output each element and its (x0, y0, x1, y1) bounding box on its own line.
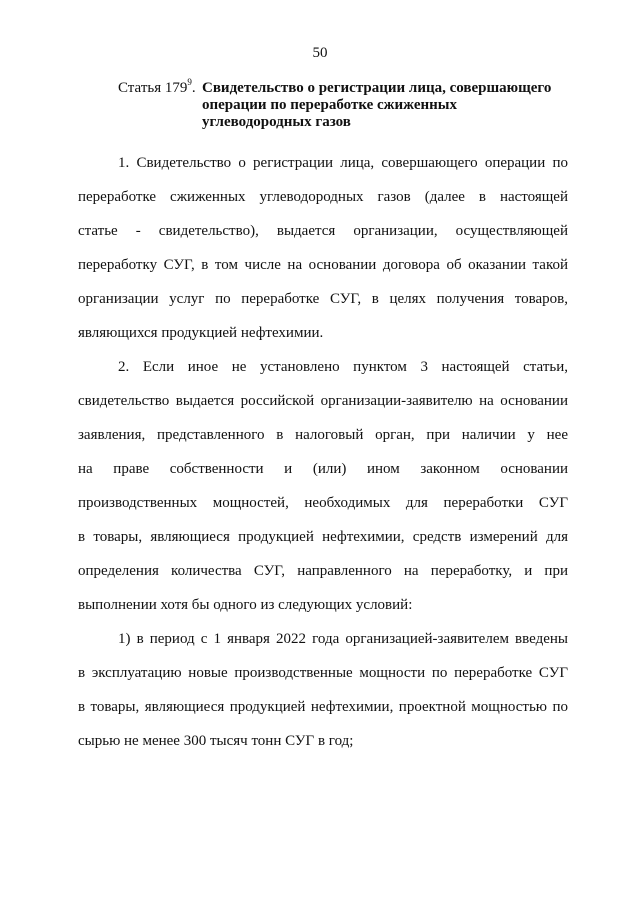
article-title-line: операции по переработке сжиженных (202, 97, 458, 113)
article-label-text: Статья 179 (118, 80, 188, 96)
text-line: статье - свидетельство), выдается организации, осуществляющей (78, 223, 568, 239)
paragraph-2 (78, 350, 568, 622)
article-title-line: углеводородных газов (202, 114, 351, 130)
text-line: 1) в период с 1 января 2022 года организацией-заявителем введены (118, 631, 568, 647)
text-line: свидетельство выдается российской организации-заявителю на основании (78, 393, 568, 409)
text-line: производственных мощностей, необходимых для переработки СУГ (78, 495, 568, 511)
article-label-superscript: 9 (187, 77, 192, 87)
text-line: в товары, являющиеся продукцией нефтехимии, проектной мощностью по (78, 699, 568, 715)
text-line: в эксплуатацию новые производственные мощности по переработке СУГ (78, 665, 568, 681)
text-line: выполнении хотя бы одного из следующих условий: (78, 597, 413, 613)
article-title (202, 80, 562, 131)
article-body (78, 146, 568, 758)
text-line: сырью не менее 300 тысяч тонн СУГ в год; (78, 733, 354, 749)
page-number: 50 (312, 45, 328, 61)
text-line: определения количества СУГ, направленного на переработку, и при (78, 563, 568, 579)
text-line: 2. Если иное не установлено пунктом 3 настоящей статьи, (118, 359, 568, 375)
article-label-suffix: . (191, 80, 196, 96)
text-line: заявления, представленного в налоговый орган, при наличии у нее (78, 427, 568, 443)
text-line: на праве собственности и (или) ином законном основании (78, 461, 568, 477)
subparagraph-1 (78, 622, 568, 758)
text-line: переработке сжиженных углеводородных газов (далее в настоящей (78, 189, 568, 205)
text-line: переработку СУГ, в том числе на основании договора об оказании такой (78, 257, 568, 273)
article-label (118, 77, 196, 97)
paragraph-1 (78, 146, 568, 350)
text-line: организации услуг по переработке СУГ, в целях получения товаров, (78, 291, 568, 307)
article-title-line: Свидетельство о регистрации лица, совершающего (202, 80, 552, 96)
text-line: 1. Свидетельство о регистрации лица, совершающего операции по (118, 155, 568, 171)
text-line: являющихся продукцией нефтехимии. (78, 325, 324, 341)
article-heading (118, 77, 578, 131)
text-line: в товары, являющиеся продукцией нефтехимии, средств измерений для (78, 529, 568, 545)
